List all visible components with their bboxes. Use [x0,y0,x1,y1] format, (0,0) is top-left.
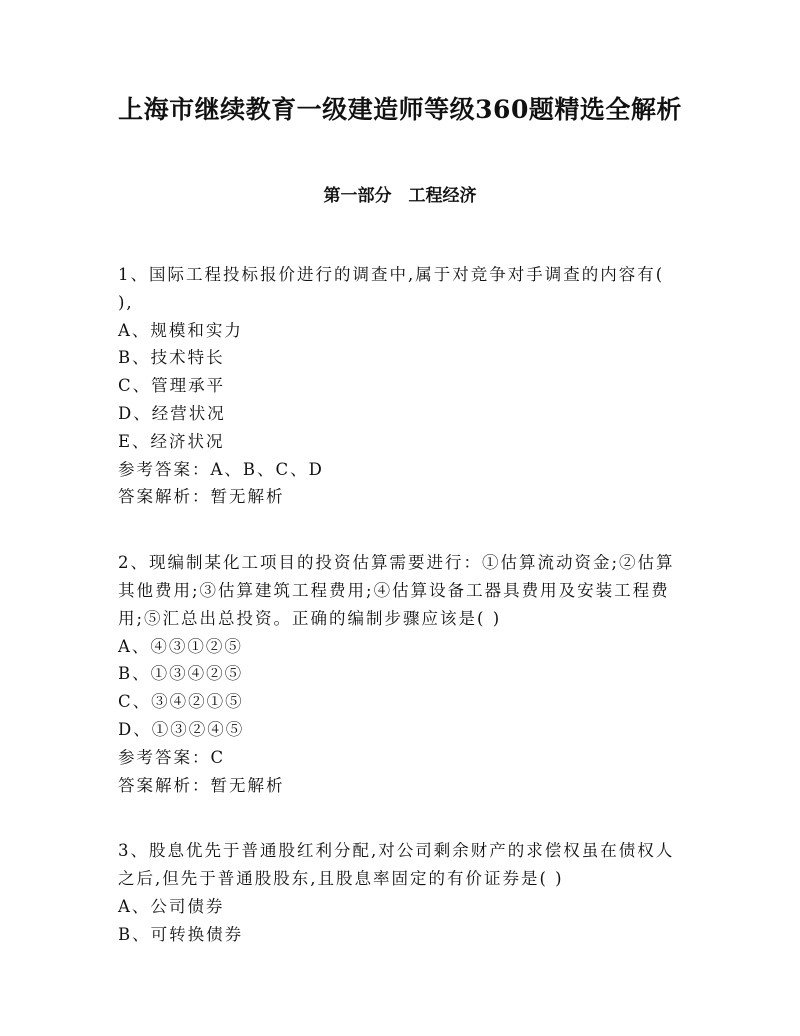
option-d: D、①③②④⑤ [118,719,245,739]
question-1 [118,261,678,511]
option-e: E、经济状况 [118,431,225,451]
question-stem-line: ), [118,292,134,312]
option-a: A、④③①②⑤ [118,636,243,656]
question-3 [118,837,678,948]
question-stem-line: 2、现编制某化工项目的投资估算需要进行：①估算流动资金;②估算 [118,553,675,573]
section-heading: 第一部分 工程经济 [323,186,477,206]
question-stem-line: 3、股息优先于普通股红利分配,对公司剩余财产的求偿权虽在债权人 [118,841,675,861]
option-a: A、规模和实力 [118,320,243,340]
option-c: C、管理承平 [118,376,226,396]
option-a: A、公司债券 [118,896,225,916]
question-2 [118,549,678,799]
answer-analysis: 答案解析：暂无解析 [118,487,285,507]
document-title: 上海市继续教育一级建造师等级360题精选全解析 [118,95,682,124]
answer-analysis: 答案解析：暂无解析 [118,775,285,795]
option-b: B、①③④②⑤ [118,664,244,684]
reference-answer: 参考答案：A、B、C、D [118,459,324,479]
option-b: B、可转换债券 [118,924,244,944]
option-c: C、③④②①⑤ [118,692,244,712]
question-stem-line: 之后,但先于普通股股东,且股息率固定的有价证券是( ) [118,869,564,889]
question-stem-line: 用;⑤汇总出总投资。正确的编制步骤应该是( ) [118,608,502,628]
question-stem-line: 其他费用;③估算建筑工程费用;④估算设备工器具费用及安装工程费 [118,580,670,600]
question-list [118,261,678,987]
question-stem-line: 1、国际工程投标报价进行的调查中,属于对竞争对手调查的内容有( [118,265,665,284]
option-d: D、经营状况 [118,403,226,423]
reference-answer: 参考答案：C [118,747,226,767]
option-b: B、技术特长 [118,348,225,368]
